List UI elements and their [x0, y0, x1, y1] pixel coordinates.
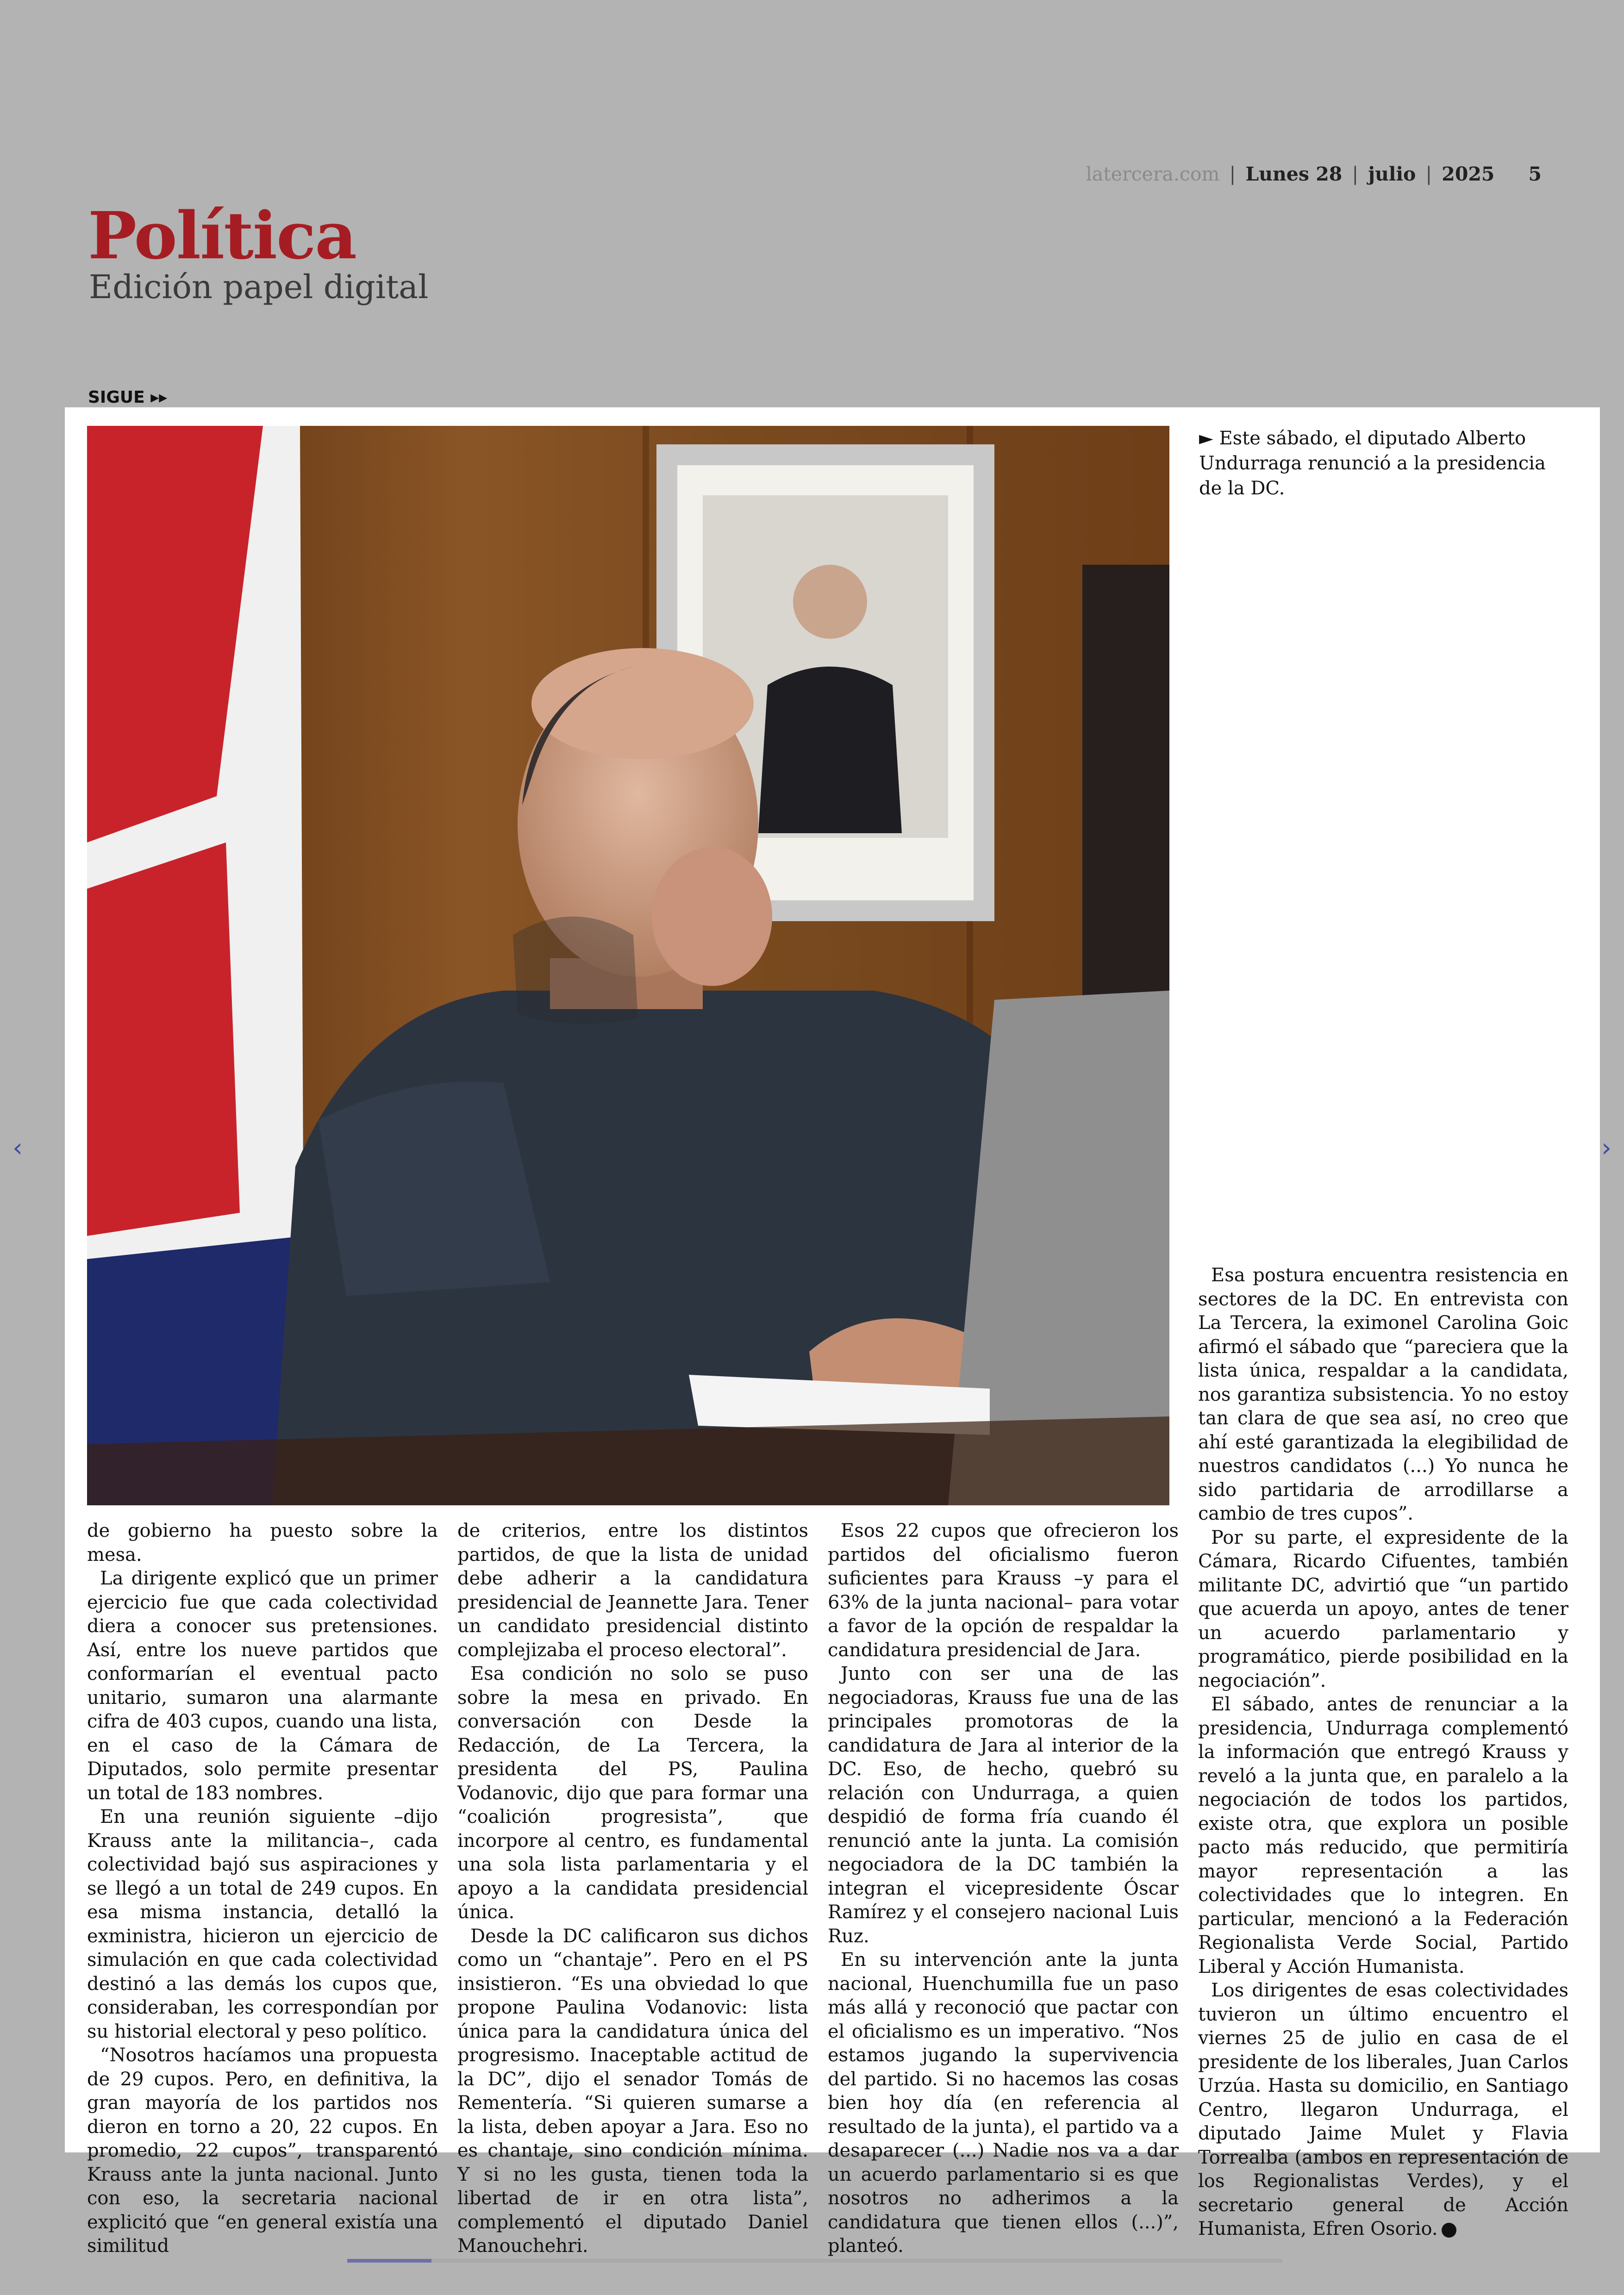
- separator: |: [1352, 163, 1359, 185]
- section-subtitle: Edición papel digital: [89, 268, 429, 306]
- end-of-article-icon: [1442, 2223, 1456, 2238]
- article-column-1: [87, 1519, 438, 2258]
- edition-line: [1086, 163, 1542, 185]
- site-name[interactable]: latercera.com: [1086, 163, 1220, 185]
- reading-progress-fill: [347, 2259, 431, 2263]
- paragraph: Junto con ser una de las negociadoras, Krauss fue una de las principales promotoras de la candidatura de Jara al interior de la DC. Eso, de hecho, quebró su relación con Undurraga, a quien despidió de forma fría cuando él renunció ante la junta. La comisión negociadora de la DC también la integran el vicepresidente Óscar Ramírez y el consejero nacional Luis Ruz.: [828, 1663, 1179, 1947]
- article-column-2: [457, 1519, 808, 2258]
- issue-month: julio: [1368, 163, 1416, 185]
- separator: |: [1425, 163, 1432, 185]
- paragraph: Esos 22 cupos que ofrecieron los partidos del oficialismo fueron suficientes para Krauss –y para el 63% de la junta nacional– para votar a favor de la opción de respaldar la candidatura presidencial de Jara.: [828, 1520, 1179, 1661]
- article-photo: [87, 426, 1169, 1505]
- paragraph: Desde la DC calificaron sus dichos como un “chantaje”. Pero en el PS insistieron. “Es una obviedad lo que propone Paulina Vodanovic: lista única para la candidatura única del progresismo. Inaceptable actitud de la DC”, dijo el senador Tomás de Rementería. “Si quieren sumarse a la lista, deben apoyar a Jara. Eso no es chantaje, sino condición mínima. Y si no les gusta, tienen toda la libertad de ir en otra lista”, complementó el diputado Daniel Manouchehri.: [457, 1925, 808, 2257]
- paragraph: de criterios, entre los distintos partidos, de que la lista de unidad debe adherir a la candidatura presidencial de Jeannette Jara. Tener un candidato presidencial distinto complejizaba el proceso electoral”.: [457, 1520, 808, 1661]
- paragraph: de gobierno ha puesto sobre la mesa.: [87, 1520, 438, 1565]
- article-column-3: [828, 1519, 1179, 2258]
- photo-caption: ► Este sábado, el diputado Alberto Undurraga renunció a la presidencia de la DC.: [1199, 428, 1546, 499]
- section-title: Política: [88, 198, 356, 274]
- issue-day: Lunes 28: [1245, 163, 1343, 185]
- sigue-label: SIGUE ▸▸: [88, 388, 168, 407]
- photo-undurraga-at-laptop-icon: [87, 426, 1169, 1505]
- paragraph: Por su parte, el expresidente de la Cámara, Ricardo Cifuentes, también militante DC, advirtió que “un partido que acuerda un apoyo, antes de tener un acuerdo parlamentario y programático, pierde posibilidad en la negociación”.: [1198, 1527, 1568, 1691]
- separator: |: [1229, 163, 1236, 185]
- page-number: 5: [1528, 163, 1542, 185]
- article-column-4: [1198, 1264, 1568, 2241]
- paragraph: En su intervención ante la junta nacional, Huenchumilla fue un paso más allá y reconoció que pactar con el oficialismo es un imperativo. “Nos estamos jugando la supervivencia del partido. Si no hacemos las cosas bien hoy día (en referencia al resultado de la junta), el partido va a desaparecer (...) Nadie nos va a dar un acuerdo parlamentario si es que nosotros no adherimos a la candidatura que tienen ellos (...)”, planteó.: [828, 1949, 1179, 2257]
- previous-page-button[interactable]: ‹: [12, 1133, 23, 1162]
- paragraph: En una reunión siguiente –dijo Krauss ante la militancia–, cada colectividad bajó sus aspiraciones y se llegó a un total de 249 cupos. En esa misma instancia, detalló la exministra, hicieron un ejercicio de simulación en que cada colectividad destinó a las demás los cupos que, consideraban, les correspondían por su historial electoral y peso político.: [87, 1806, 438, 2042]
- paragraph: Esa condición no solo se puso sobre la mesa en privado. En conversación con Desde la Redacción, de La Tercera, la presidenta del PS, Paulina Vodanovic, dijo que para formar una “coalición progresista”, que incorpore al centro, es fundamental una sola lista parlamentaria y el apoyo a la candidata presidencial única.: [457, 1663, 808, 1923]
- issue-year: 2025: [1442, 163, 1495, 185]
- next-page-button[interactable]: ›: [1601, 1133, 1612, 1162]
- article-page: [65, 407, 1600, 2257]
- paragraph: Esa postura encuentra resistencia en sectores de la DC. En entrevista con La Tercera, la eximonel Carolina Goic afirmó el sábado que “pareciera que la lista única, respaldar a la candidata, nos garantiza subsistencia. Yo no estoy tan clara de que sea así, no creo que ahí esté garantizada la elegibilidad de nuestros candidatos (...) Yo nunca he sido partidaria de arrodillarse a cambio de tres cupos”.: [1198, 1265, 1568, 1524]
- reading-progress-bar[interactable]: [347, 2259, 1282, 2263]
- paragraph-text: Los dirigentes de esas colectividades tuvieron un último encuentro el viernes 25 de julio en casa de el presidente de los liberales, Juan Carlos Urzúa. Hasta su domicilio, en Santiago Centro, llegaron Undurraga, el diputado Jaime Mulet y Flavia Torrealba (ambos en representación de los Regionalistas Verdes), y el secretario general de Acción Humanista, Efren Osorio.: [1198, 1980, 1568, 2239]
- paragraph: La dirigente explicó que un primer ejercicio fue que cada colectividad diera a conocer sus pretensiones. Así, entre los nueve partidos que conformarían el eventual pacto unitario, sumaron una alarmante cifra de 403 cupos, cuando una lista, en el caso de la Cámara de Diputados, solo permite presentar un total de 183 nombres.: [87, 1568, 438, 1804]
- paragraph: [1198, 1979, 1568, 2241]
- paragraph: El sábado, antes de renunciar a la presidencia, Undurraga complementó la información que entregó Krauss y reveló a la junta que, en paralelo a la negociación de todos los partidos, existe otra, que explora un posible pacto más reducido, que permitiría mayor representación a las colectividades que lo integren. En particular, mencionó a la Federación Regionalista Verde Social, Partido Liberal y Acción Humanista.: [1198, 1694, 1568, 1977]
- paragraph: “Nosotros hacíamos una propuesta de 29 cupos. Pero, en definitiva, la gran mayoría de los partidos nos dieron en torno a 20, 22 cupos. En promedio, 22 cupos”, transparentó Krauss ante la junta nacional. Junto con eso, la secretaria nacional explicitó que “en general existía una similitud: [87, 2045, 438, 2257]
